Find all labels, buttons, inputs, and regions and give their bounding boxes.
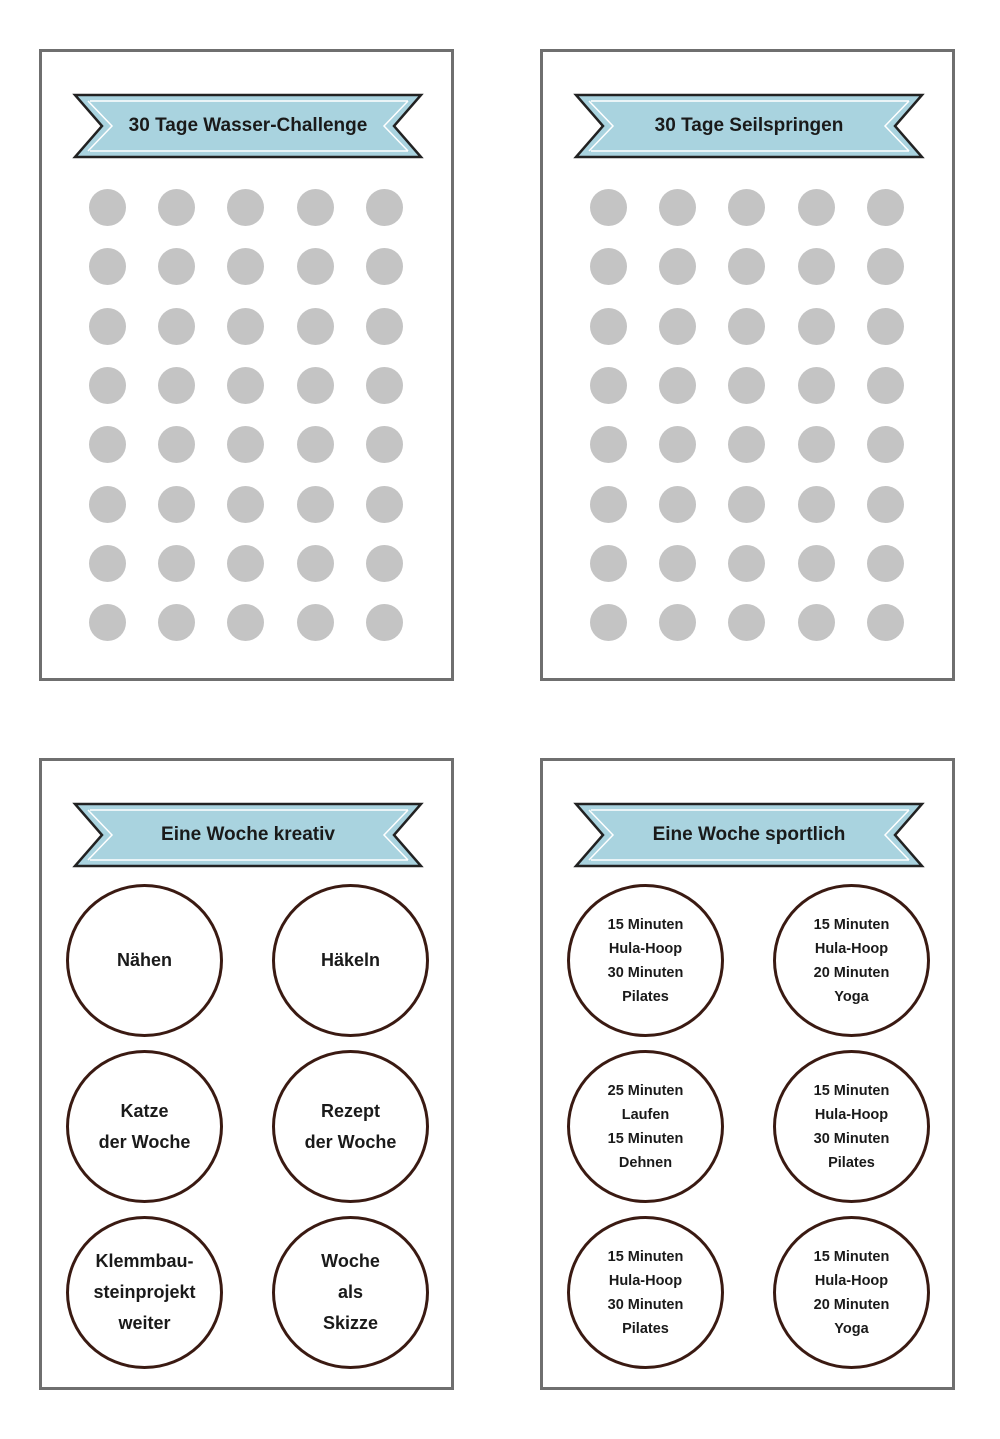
tracker-dot[interactable] <box>659 545 696 582</box>
water-challenge-card <box>39 49 454 681</box>
tracker-dot[interactable] <box>728 248 765 285</box>
tracker-dot[interactable] <box>590 308 627 345</box>
tracker-dot[interactable] <box>728 367 765 404</box>
tracker-dot[interactable] <box>158 604 195 641</box>
tracker-dot[interactable] <box>89 426 126 463</box>
tracker-dot[interactable] <box>227 426 264 463</box>
tracker-dot[interactable] <box>158 248 195 285</box>
tracker-dot[interactable] <box>728 486 765 523</box>
tracker-dot[interactable] <box>297 604 334 641</box>
workout-circle: 15 Minuten Hula-Hoop 20 Minuten Yoga <box>773 884 930 1037</box>
title-banner <box>573 92 925 160</box>
tracker-dot[interactable] <box>227 604 264 641</box>
tracker-dot[interactable] <box>867 426 904 463</box>
tracker-dot[interactable] <box>297 308 334 345</box>
tracker-dot[interactable] <box>728 189 765 226</box>
tracker-dot[interactable] <box>89 545 126 582</box>
tracker-dot[interactable] <box>366 604 403 641</box>
tracker-dot[interactable] <box>227 248 264 285</box>
tracker-dot[interactable] <box>659 426 696 463</box>
tracker-dot[interactable] <box>89 248 126 285</box>
tracker-dot[interactable] <box>867 604 904 641</box>
tracker-dot[interactable] <box>728 545 765 582</box>
tracker-dot[interactable] <box>590 426 627 463</box>
tracker-dot[interactable] <box>158 545 195 582</box>
tracker-dot[interactable] <box>659 248 696 285</box>
tracker-dot[interactable] <box>297 367 334 404</box>
tracker-dot[interactable] <box>297 248 334 285</box>
tracker-dot[interactable] <box>366 545 403 582</box>
tracker-dot[interactable] <box>366 426 403 463</box>
tracker-dot[interactable] <box>867 189 904 226</box>
tracker-dot[interactable] <box>297 486 334 523</box>
activity-circle: Klemmbau- steinprojekt weiter <box>66 1216 223 1369</box>
tracker-dot[interactable] <box>366 248 403 285</box>
tracker-dot[interactable] <box>227 308 264 345</box>
tracker-dot[interactable] <box>158 189 195 226</box>
tracker-dot[interactable] <box>227 189 264 226</box>
card-title: Eine Woche kreativ <box>161 824 335 845</box>
tracker-dot[interactable] <box>867 545 904 582</box>
workout-circle: 25 Minuten Laufen 15 Minuten Dehnen <box>567 1050 724 1203</box>
tracker-dot[interactable] <box>590 367 627 404</box>
activity-circle: Woche als Skizze <box>272 1216 429 1369</box>
tracker-dot[interactable] <box>590 545 627 582</box>
creative-week-card <box>39 758 454 1390</box>
tracker-dot[interactable] <box>366 308 403 345</box>
tracker-dot[interactable] <box>366 189 403 226</box>
tracker-dot[interactable] <box>89 308 126 345</box>
tracker-dot[interactable] <box>728 308 765 345</box>
tracker-dot[interactable] <box>227 367 264 404</box>
tracker-dot[interactable] <box>158 486 195 523</box>
tracker-dot[interactable] <box>659 189 696 226</box>
tracker-dot[interactable] <box>798 486 835 523</box>
tracker-dot[interactable] <box>89 486 126 523</box>
tracker-dot[interactable] <box>590 486 627 523</box>
tracker-dot[interactable] <box>728 426 765 463</box>
title-banner <box>72 92 424 160</box>
tracker-dot[interactable] <box>158 367 195 404</box>
tracker-dot[interactable] <box>590 248 627 285</box>
tracker-dot[interactable] <box>867 308 904 345</box>
tracker-dot[interactable] <box>158 426 195 463</box>
tracker-dot[interactable] <box>867 248 904 285</box>
tracker-dot[interactable] <box>89 604 126 641</box>
workout-circle: 15 Minuten Hula-Hoop 30 Minuten Pilates <box>567 1216 724 1369</box>
card-title: 30 Tage Wasser-Challenge <box>128 115 368 136</box>
tracker-dot[interactable] <box>798 367 835 404</box>
tracker-dot[interactable] <box>227 545 264 582</box>
tracker-dot[interactable] <box>798 545 835 582</box>
tracker-dot[interactable] <box>297 426 334 463</box>
workout-circle: 15 Minuten Hula-Hoop 30 Minuten Pilates <box>773 1050 930 1203</box>
tracker-dot[interactable] <box>798 308 835 345</box>
tracker-dot[interactable] <box>89 189 126 226</box>
tracker-dot[interactable] <box>227 486 264 523</box>
tracker-dot[interactable] <box>297 189 334 226</box>
activity-circle: Häkeln <box>272 884 429 1037</box>
tracker-dot[interactable] <box>297 545 334 582</box>
jump-rope-card <box>540 49 955 681</box>
tracker-dot[interactable] <box>728 604 765 641</box>
workout-circle: 15 Minuten Hula-Hoop 20 Minuten Yoga <box>773 1216 930 1369</box>
tracker-dot[interactable] <box>867 367 904 404</box>
activity-circle: Katze der Woche <box>66 1050 223 1203</box>
title-banner <box>573 801 925 869</box>
tracker-dot[interactable] <box>590 604 627 641</box>
tracker-dot[interactable] <box>798 604 835 641</box>
tracker-dot[interactable] <box>659 486 696 523</box>
tracker-dot[interactable] <box>659 367 696 404</box>
tracker-dot[interactable] <box>366 486 403 523</box>
card-title: 30 Tage Seilspringen <box>654 115 844 136</box>
tracker-dot[interactable] <box>798 189 835 226</box>
tracker-dot[interactable] <box>659 308 696 345</box>
tracker-dot[interactable] <box>798 248 835 285</box>
activity-circle: Rezept der Woche <box>272 1050 429 1203</box>
card-title: Eine Woche sportlich <box>652 824 846 845</box>
tracker-dot[interactable] <box>590 189 627 226</box>
workout-circle: 15 Minuten Hula-Hoop 30 Minuten Pilates <box>567 884 724 1037</box>
sport-week-card <box>540 758 955 1390</box>
tracker-dot[interactable] <box>89 367 126 404</box>
tracker-dot[interactable] <box>798 426 835 463</box>
activity-circle: Nähen <box>66 884 223 1037</box>
tracker-dot[interactable] <box>867 486 904 523</box>
title-banner <box>72 801 424 869</box>
tracker-dot[interactable] <box>366 367 403 404</box>
tracker-dot[interactable] <box>158 308 195 345</box>
tracker-dot[interactable] <box>659 604 696 641</box>
